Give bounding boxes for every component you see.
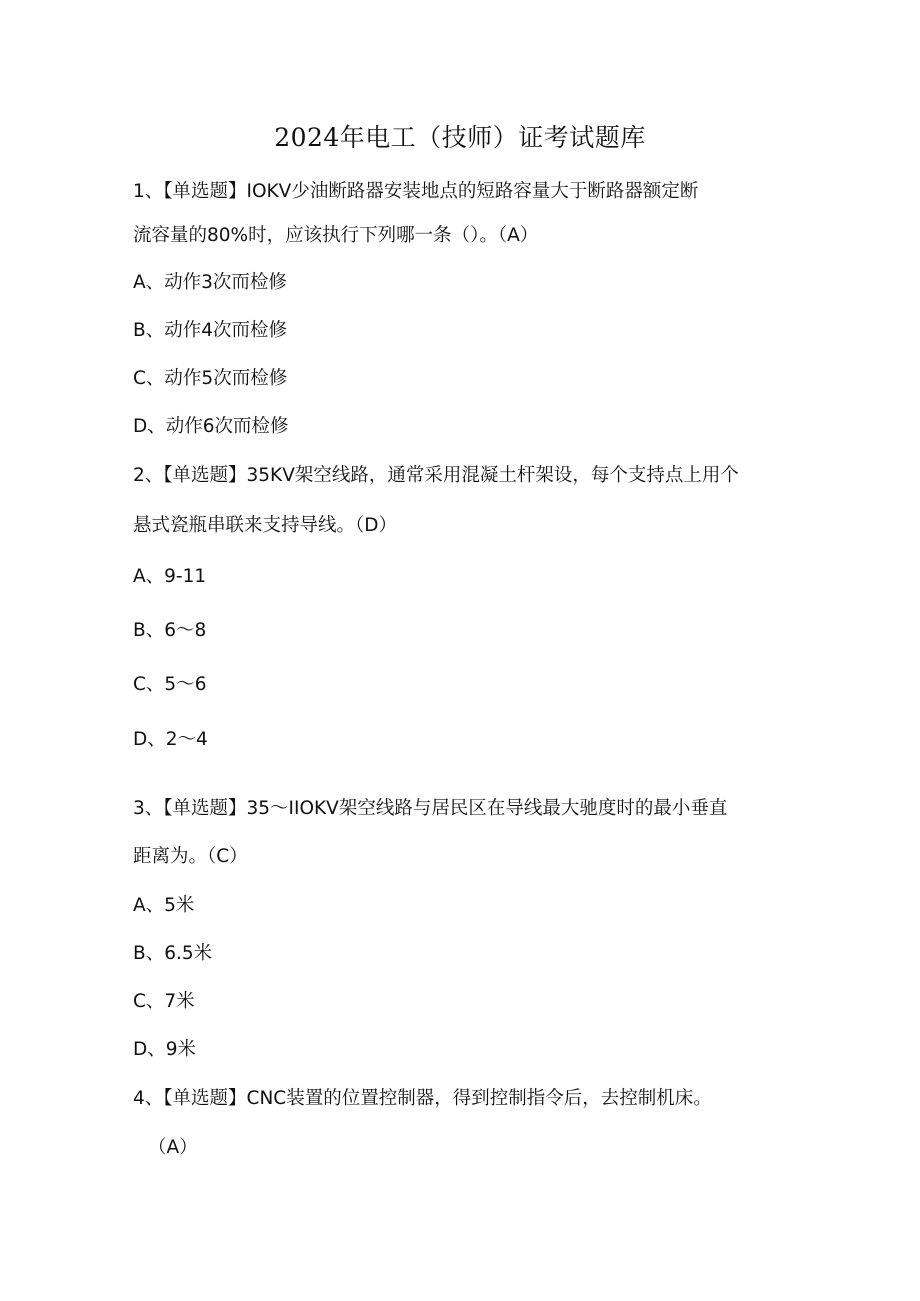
- question-1-option-c: C、动作5次而检修: [133, 368, 288, 389]
- question-4-answer: （A）: [148, 1137, 198, 1158]
- question-2-stem: 2、【单选题】35KV架空线路，通常采用混凝土杆架设，每个支持点上用个: [133, 465, 739, 486]
- question-2-stem-cont: 悬式瓷瓶串联来支持导线。（D）: [133, 515, 397, 536]
- question-1-option-d: D、动作6次而检修: [133, 416, 289, 437]
- question-3-option-d: D、9米: [133, 1039, 197, 1060]
- question-2-option-a: A、9-11: [133, 566, 207, 587]
- question-1-stem: 1、【单选题】IOKV少油断路器安装地点的短路容量大于断路器额定断: [133, 181, 699, 202]
- question-1-stem-cont: 流容量的80%时，应该执行下列哪一条（）。（A）: [133, 225, 539, 246]
- question-1-option-a: A、动作3次而检修: [133, 272, 287, 293]
- question-3-option-b: B、6.5米: [133, 943, 213, 964]
- question-3-option-c: C、7米: [133, 991, 195, 1012]
- document-title: 2024年电工（技师）证考试题库: [274, 123, 646, 152]
- question-3-stem-cont: 距离为。（C）: [133, 846, 248, 867]
- question-2-option-b: B、6～8: [133, 620, 207, 641]
- question-2-option-c: C、5～6: [133, 674, 207, 695]
- question-2-option-d: D、2～4: [133, 729, 208, 750]
- question-4-stem: 4、【单选题】CNC装置的位置控制器，得到控制指令后，去控制机床。: [133, 1088, 712, 1109]
- question-1-option-b: B、动作4次而检修: [133, 320, 287, 341]
- question-3-stem: 3、【单选题】35～IIOKV架空线路与居民区在导线最大驰度时的最小垂直: [133, 798, 728, 819]
- question-3-option-a: A、5米: [133, 895, 195, 916]
